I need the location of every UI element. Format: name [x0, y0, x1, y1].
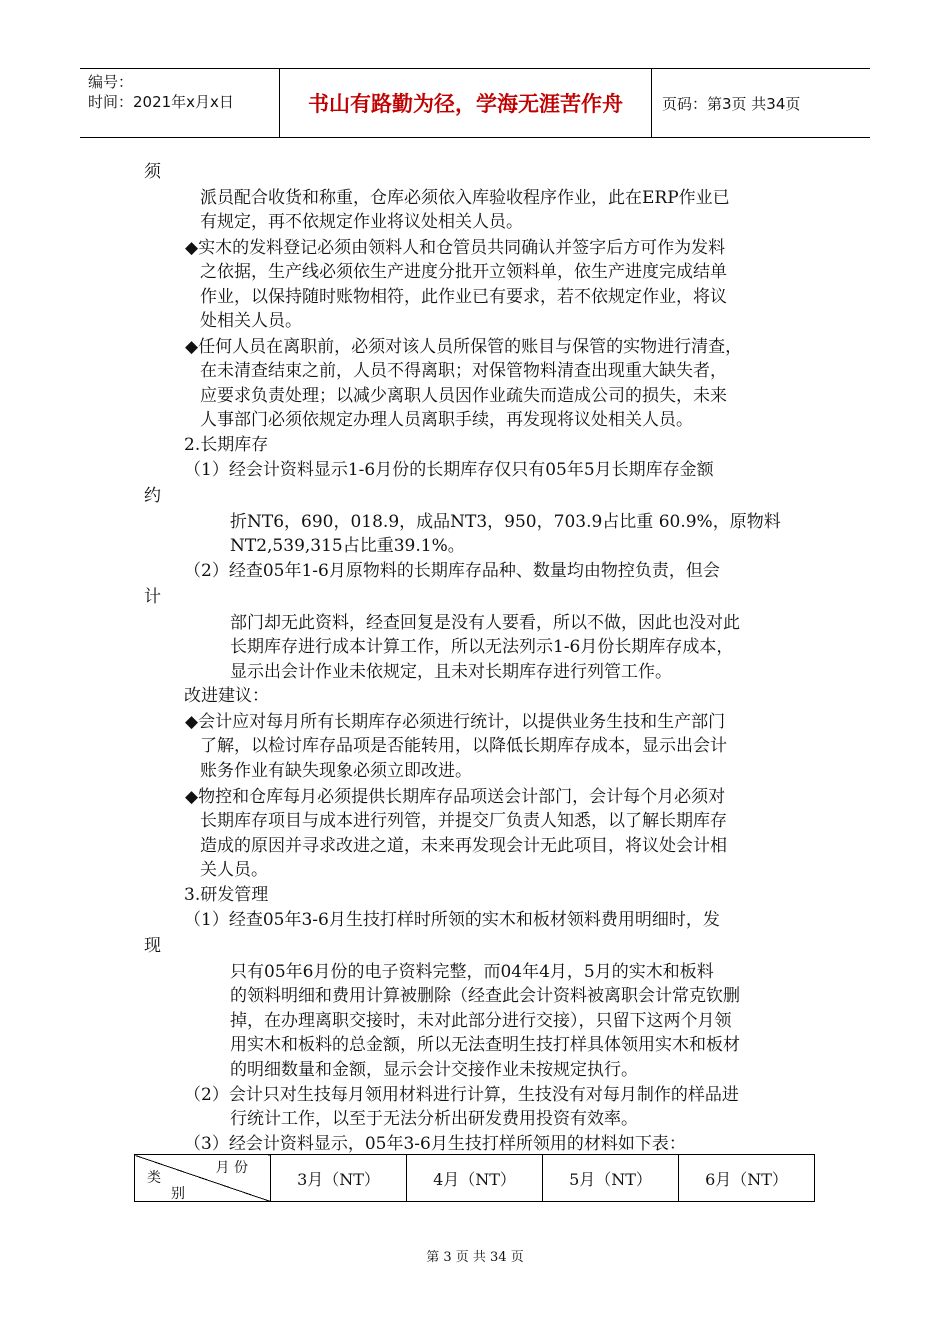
- table-header-cell: 5月（NT）: [543, 1155, 679, 1202]
- text-line: 关人员。: [200, 860, 268, 880]
- header-motto: 书山有路勤为径，学海无涯苦作舟: [280, 69, 652, 137]
- text-line: 的领料明细和费用计算被删除（经查此会计资料被离职会计常克钦删: [230, 986, 740, 1006]
- text-line: （2）经查05年1-6月原物料的长期库存品种、数量均由物控负责，但会: [184, 561, 720, 581]
- text-line: 现: [144, 936, 161, 956]
- table-corner-cell: [135, 1155, 271, 1202]
- text-line: 处相关人员。: [200, 311, 302, 331]
- table-header-cell: 3月（NT）: [271, 1155, 407, 1202]
- table-header-cell: 6月（NT）: [679, 1155, 815, 1202]
- text-line: 行统计工作，以至于无法分析出研发费用投资有效率。: [230, 1109, 638, 1129]
- corner-label-month: 月 份: [215, 1160, 248, 1176]
- text-line: 折NT6，690，018.9，成品NT3，950，703.9占比重 60.9%，原物料: [230, 512, 781, 532]
- text-line: （1）经查05年3-6月生技打样时所领的实木和板材领料费用明细时，发: [184, 910, 720, 930]
- page-footer: 第 3 页 共 34 页: [426, 1250, 524, 1265]
- text-line: 须: [144, 162, 161, 182]
- text-line: 造成的原因并寻求改进之道，未来再发现会计无此项目，将议处会计相: [200, 836, 727, 856]
- text-line: 人事部门必须依规定办理人员离职手续，再发现将议处相关人员。: [200, 410, 693, 430]
- text-line: 有规定，再不依规定作业将议处相关人员。: [200, 212, 523, 232]
- text-line: 掉，在办理离职交接时，未对此部分进行交接），只留下这两个月领: [230, 1011, 732, 1031]
- text-line: （3）经会计资料显示，05年3-6月生技打样所领用的材料如下表：: [184, 1134, 686, 1154]
- text-line: 计: [144, 587, 161, 607]
- table-header-row: [135, 1155, 815, 1202]
- text-line: 用实木和板料的总金额，所以无法查明生技打样具体领用实木和板材: [230, 1035, 740, 1055]
- text-line: ◆任何人员在离职前，必须对该人员所保管的账目与保管的实物进行清查，: [185, 337, 743, 357]
- text-line: 账务作业有缺失现象必须立即改进。: [200, 761, 472, 781]
- text-line: ◆物控和仓库每月必须提供长期库存品项送会计部门，会计每个月必须对: [185, 787, 726, 807]
- section-heading: 3.研发管理: [184, 885, 269, 905]
- text-line: 显示出会计作业未依规定，且未对长期库存进行列管工作。: [230, 662, 672, 682]
- text-line: 约: [144, 486, 161, 506]
- text-line: 了解，以检讨库存品项是否能转用，以降低长期库存成本，显示出会计: [200, 736, 727, 756]
- text-line: 派员配合收货和称重，仓库必须依入库验收程序作业，此在ERP作业已: [200, 188, 730, 208]
- text-line: （2）会计只对生技每月领用材料进行计算，生技没有对每月制作的样品进: [184, 1085, 739, 1105]
- text-line: （1）经会计资料显示1-6月份的长期库存仅只有05年5月长期库存金额: [184, 460, 714, 480]
- page-header: [80, 68, 870, 138]
- corner-label-category-a: 类: [147, 1170, 161, 1186]
- text-line: 只有05年6月份的电子资料完整，而04年4月，5月的实木和板料: [230, 962, 714, 982]
- header-code: 编号：: [88, 73, 134, 91]
- text-line: 长期库存项目与成本进行列管，并提交厂负责人知悉，以了解长期库存: [200, 811, 727, 831]
- section-heading: 改进建议：: [184, 686, 269, 706]
- corner-label-category-b: 别: [171, 1186, 185, 1202]
- text-line: 应要求负责处理；以减少离职人员因作业疏失而造成公司的损失，未来: [200, 386, 727, 406]
- text-line: 之依据，生产线必须依生产进度分批开立领料单，依生产进度完成结单: [200, 262, 727, 282]
- section-heading: 2.长期库存: [184, 435, 269, 455]
- text-line: 的明细数量和金额，显示会计交接作业未按规定执行。: [230, 1060, 638, 1080]
- header-meta: [80, 69, 280, 137]
- text-line: 在未清查结束之前，人员不得离职；对保管物料清查出现重大缺失者，: [200, 361, 727, 381]
- text-line: NT2,539,315占比重39.1%。: [230, 536, 465, 556]
- text-line: ◆实木的发料登记必须由领料人和仓管员共同确认并签字后方可作为发料: [185, 238, 726, 258]
- header-page-number: 页码：第3页 共34页: [662, 94, 801, 113]
- text-line: ◆会计应对每月所有长期库存必须进行统计，以提供业务生技和生产部门: [185, 712, 726, 732]
- materials-table: [134, 1154, 815, 1202]
- text-line: 部门却无此资料，经查回复是没有人要看，所以不做，因此也没对此: [230, 613, 740, 633]
- header-time: 时间：2021年x月x日: [88, 93, 234, 111]
- text-line: 长期库存进行成本计算工作，所以无法列示1-6月份长期库存成本，: [230, 637, 734, 657]
- table-header-cell: 4月（NT）: [407, 1155, 543, 1202]
- text-line: 作业，以保持随时账物相符，此作业已有要求，若不依规定作业，将议: [200, 287, 727, 307]
